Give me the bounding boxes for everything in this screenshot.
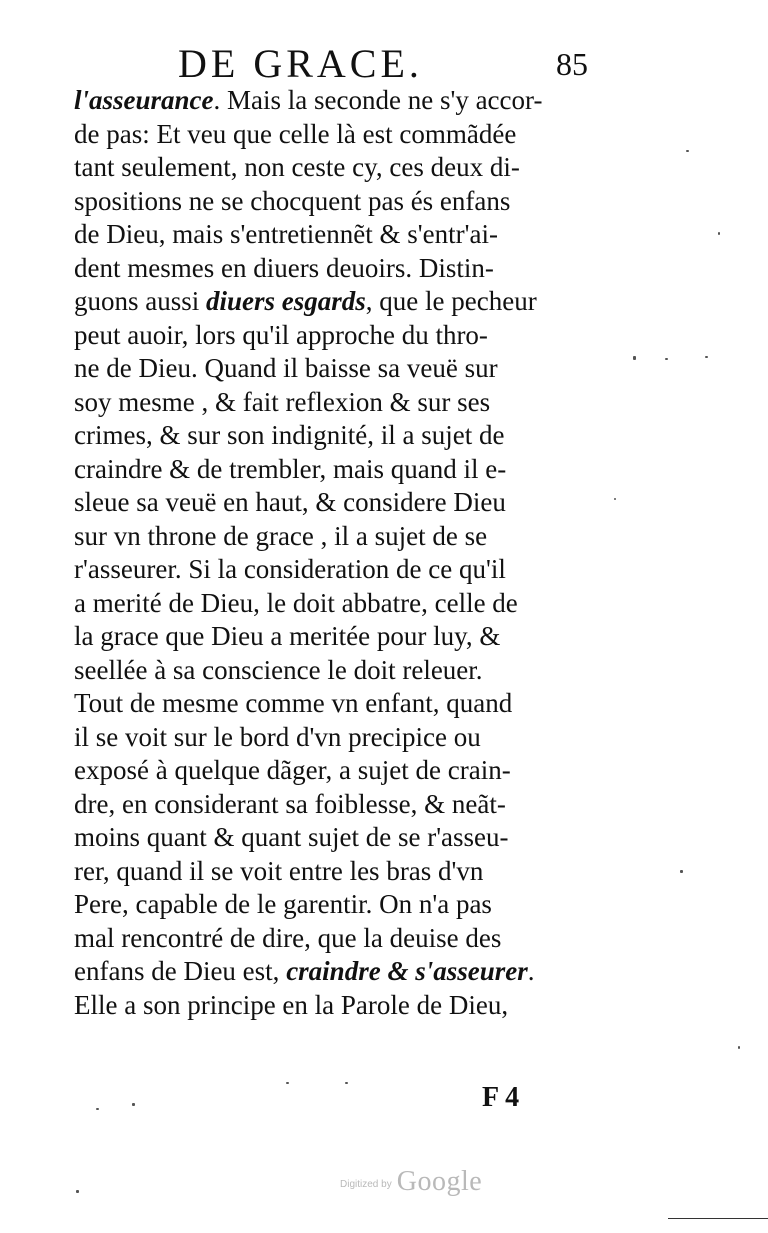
line-text: Tout de mesme comme vn enfant, quand xyxy=(74,688,513,718)
text-line xyxy=(74,553,596,587)
italic-phrase: diuers esgards xyxy=(206,286,366,316)
line-text: mal rencontré de dire, que la deuise des xyxy=(74,922,502,953)
line-text: moins quant & quant sujet de se r'asseu- xyxy=(74,822,509,852)
text-line xyxy=(74,721,596,755)
line-text: spositions ne se chocquent pas és enfans xyxy=(74,185,511,216)
line-text: r'asseurer. Si la consideration de ce qu'il xyxy=(74,554,506,584)
text-line xyxy=(74,520,596,554)
line-text: Pere, capable de le garentir. On n'a pas xyxy=(74,889,492,919)
digitizer-watermark xyxy=(340,1166,482,1202)
text-line xyxy=(74,955,596,989)
line-text: sleue sa veuë en haut, & considere Dieu xyxy=(74,487,506,517)
scan-speck xyxy=(718,232,720,235)
text-line xyxy=(74,788,596,822)
text-line xyxy=(74,151,596,185)
text-line xyxy=(74,922,596,956)
scan-speck xyxy=(633,356,636,360)
scan-speck xyxy=(132,1103,135,1106)
text-line xyxy=(74,587,596,621)
scan-speck xyxy=(614,498,616,500)
text-line xyxy=(74,620,596,654)
line-text: peut auoir, lors qu'il approche du thro- xyxy=(74,319,488,350)
text-line xyxy=(74,821,596,855)
running-head: DE GRACE. xyxy=(178,41,423,86)
line-text: tant seulement, non ceste cy, ces deux di- xyxy=(74,152,520,182)
scan-speck xyxy=(76,1190,79,1193)
line-text: guons aussi xyxy=(74,286,207,316)
italic-phrase: craindre & s'asseurer xyxy=(286,956,528,986)
line-text: rer, quand il se voit entre les bras d'vn xyxy=(74,855,484,886)
line-text: exposé à quelque dãger, a sujet de crain- xyxy=(74,755,511,785)
line-text: dre, en considerant sa foiblesse, & neãt- xyxy=(74,788,506,819)
scan-speck xyxy=(665,358,668,360)
text-line xyxy=(74,687,596,721)
google-logo: Google xyxy=(396,1166,483,1197)
line-text: craindre & de trembler, mais quand il e- xyxy=(74,453,507,484)
text-line xyxy=(74,453,596,487)
line-text: seellée à sa conscience le doit releuer. xyxy=(74,654,483,685)
signature-mark: F 4 xyxy=(482,1082,520,1113)
text-line xyxy=(74,84,596,118)
scan-speck xyxy=(680,870,683,873)
edge-rule xyxy=(668,1218,768,1219)
text-line xyxy=(74,486,596,520)
text-line xyxy=(74,218,596,252)
line-text: enfans de Dieu est, xyxy=(74,956,287,986)
text-line xyxy=(74,888,596,922)
line-text: . Mais la seconde ne s'y accor- xyxy=(213,85,543,115)
text-line xyxy=(74,386,596,420)
line-text: il se voit sur le bord d'vn precipice ou xyxy=(74,721,481,752)
line-text: , que le pecheur xyxy=(365,286,537,316)
digitized-by-label: Digitized by xyxy=(340,1179,392,1190)
line-text: crimes, & sur son indignité, il a sujet de xyxy=(74,420,505,450)
line-text: de Dieu, mais s'entretiennẽt & s'entr'ai- xyxy=(74,219,498,249)
text-line xyxy=(74,419,596,453)
line-text: . xyxy=(527,956,535,986)
page-number: 85 xyxy=(556,46,588,82)
line-text: a merité de Dieu, le doit abbatre, celle de xyxy=(74,587,518,618)
text-line xyxy=(74,754,596,788)
text-line xyxy=(74,252,596,286)
line-text: de pas: Et veu que celle là est commãdée xyxy=(74,118,517,149)
scan-speck xyxy=(286,1082,289,1084)
scan-speck xyxy=(686,150,689,152)
scan-speck xyxy=(96,1108,99,1110)
body-text xyxy=(74,84,596,1022)
italic-phrase: l'asseurance xyxy=(74,85,214,115)
scan-speck xyxy=(345,1082,348,1084)
line-text: ne de Dieu. Quand il baisse sa veuë sur xyxy=(74,353,498,383)
line-text: soy mesme , & fait reflexion & sur ses xyxy=(74,386,491,417)
text-line xyxy=(74,185,596,219)
line-text: la grace que Dieu a meritée pour luy, & xyxy=(74,621,501,651)
scan-speck xyxy=(738,1046,740,1049)
line-text: dent mesmes en diuers deuoirs. Distin- xyxy=(74,252,494,283)
text-line xyxy=(74,989,596,1023)
text-line xyxy=(74,855,596,889)
line-text: Elle a son principe en la Parole de Dieu, xyxy=(74,989,509,1020)
text-line xyxy=(74,118,596,152)
text-line xyxy=(74,654,596,688)
text-line xyxy=(74,352,596,386)
scan-speck xyxy=(705,356,708,358)
page-header xyxy=(0,42,768,86)
text-line xyxy=(74,319,596,353)
line-text: sur vn throne de grace , il a sujet de se xyxy=(74,520,488,551)
text-line xyxy=(74,285,596,319)
